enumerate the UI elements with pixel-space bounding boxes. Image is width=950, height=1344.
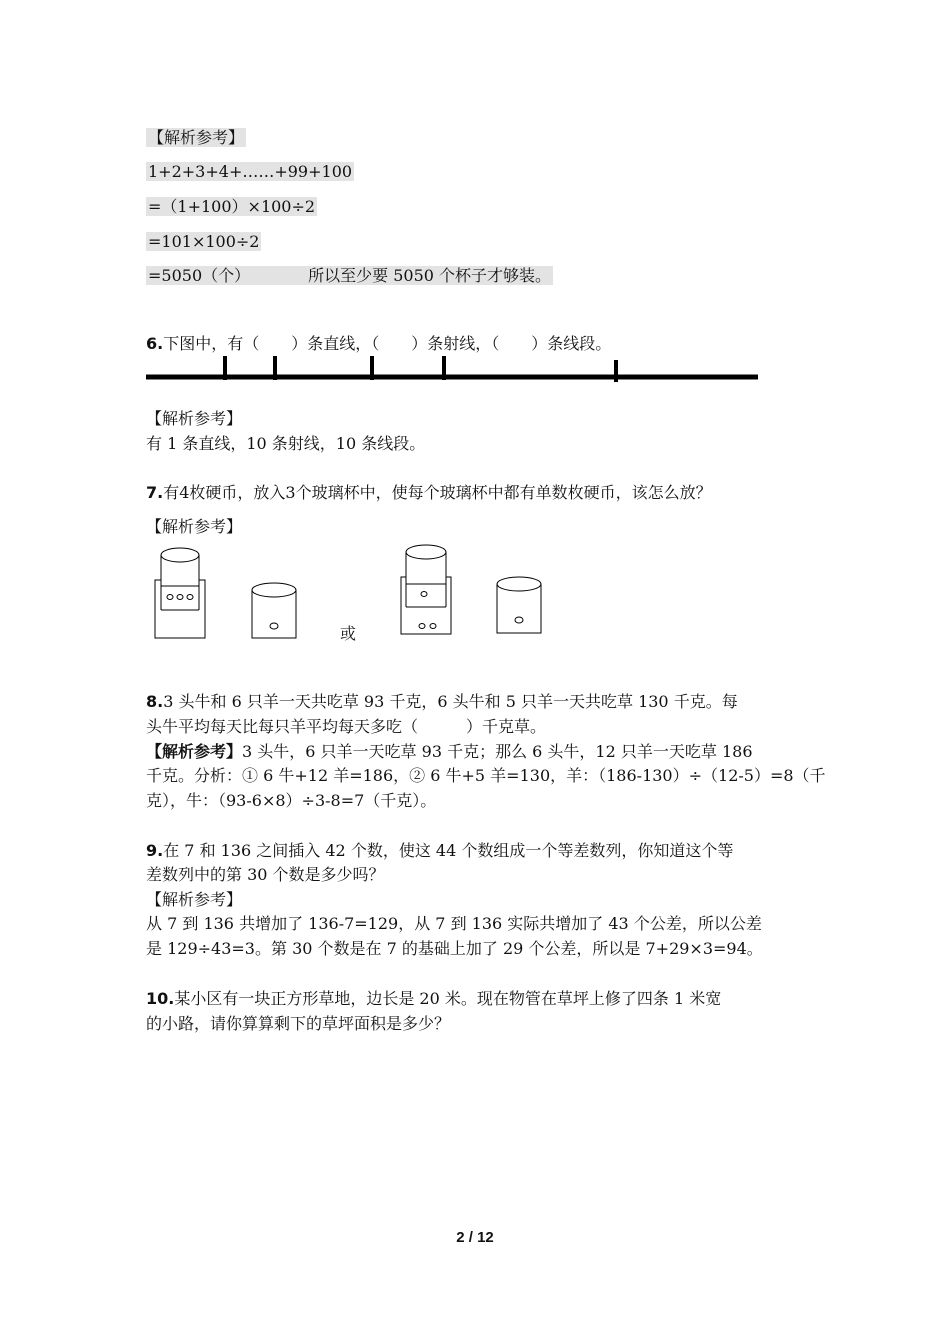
q5-line3: =101×100÷2 bbox=[148, 232, 260, 251]
q9-analysis-label: 【解析参考】 bbox=[146, 890, 243, 909]
coin bbox=[177, 595, 183, 600]
inner-cup-rim bbox=[406, 545, 446, 559]
cup-rim bbox=[252, 583, 296, 597]
cup-rim bbox=[497, 577, 541, 591]
q5-line1: 1+2+3+4+……+99+100 bbox=[148, 162, 353, 181]
outer-cup bbox=[155, 580, 205, 638]
coin bbox=[270, 623, 278, 629]
q9-answer-line2: 是 129÷43=3。第 30 个数是在 7 的基础上加了 29 个公差，所以是 7+29×3=94。 bbox=[146, 939, 763, 958]
coin bbox=[187, 595, 193, 600]
q7-question: 7.有4枚硬币，放入3个玻璃杯中，使每个玻璃杯中都有单数枚硬币，该怎么放？ bbox=[146, 483, 712, 502]
q9-question-line2: 差数列中的第 30 个数是多少吗？ bbox=[146, 865, 385, 884]
q6-line-diagram bbox=[146, 356, 758, 382]
q6-answer: 有 1 条直线，10 条射线，10 条线段。 bbox=[146, 434, 426, 453]
q7-option2-single-cup bbox=[497, 577, 541, 633]
q7-option1-single-cup bbox=[252, 583, 296, 638]
q10-question-line1: 10.某小区有一块正方形草地，边长是 20 米。现在物管在草坪上修了四条 1 米宽 bbox=[146, 989, 722, 1008]
q5-line2: =（1+100）×100÷2 bbox=[148, 197, 316, 216]
q5-analysis-label: 【解析参考】 bbox=[148, 128, 245, 147]
q9-answer-line1: 从 7 到 136 共增加了 136-7=129，从 7 到 136 实际共增加了 43 个公差，所以公差 bbox=[146, 914, 762, 933]
q9-question-line1: 9.在 7 和 136 之间插入 42 个数，使这 44 个数组成一个等差数列，你知道这个等 bbox=[146, 841, 734, 860]
coin bbox=[421, 592, 427, 597]
q7-analysis-label: 【解析参考】 bbox=[146, 517, 243, 536]
q6-analysis-label: 【解析参考】 bbox=[146, 409, 243, 428]
coin bbox=[515, 617, 523, 623]
q7-option1-nested-cups bbox=[155, 548, 205, 638]
q5-line4: =5050（个） 所以至少要 5050 个杯子才够装。 bbox=[148, 266, 552, 285]
coin bbox=[167, 595, 173, 600]
q8-answer-line2: 千克。分析：① 6 牛+12 羊=186，② 6 牛+5 羊=130，羊：（186-130）÷（12-5）=8（千 bbox=[146, 766, 826, 785]
q8-question-line2: 头牛平均每天比每只羊平均每天多吃（ ）千克草。 bbox=[146, 717, 547, 736]
outer-cup bbox=[401, 577, 451, 634]
coin bbox=[419, 624, 425, 629]
q8-question-line1: 8.3 头牛和 6 只羊一天共吃草 93 千克，6 头牛和 5 只羊一天共吃草 130 千克。每 bbox=[146, 692, 738, 711]
q8-answer-line1: 【解析参考】3 头牛，6 只羊一天吃草 93 千克；那么 6 头牛，12 只羊一天吃草 186 bbox=[146, 742, 753, 761]
q7-or-label: 或 bbox=[340, 624, 357, 643]
q8-answer-line3: 克），牛：（93-6×8）÷3-8=7（千克）。 bbox=[146, 791, 437, 810]
q7-option2-nested-cups bbox=[401, 545, 451, 634]
q6-question: 6.下图中，有（ ）条直线，（ ）条射线，（ ）条线段。 bbox=[146, 334, 612, 353]
q10-question-line2: 的小路，请你算算剩下的草坪面积是多少？ bbox=[146, 1014, 451, 1033]
inner-cup-rim bbox=[161, 548, 199, 562]
coin bbox=[430, 624, 436, 629]
page-number: 2 / 12 bbox=[456, 1229, 494, 1246]
